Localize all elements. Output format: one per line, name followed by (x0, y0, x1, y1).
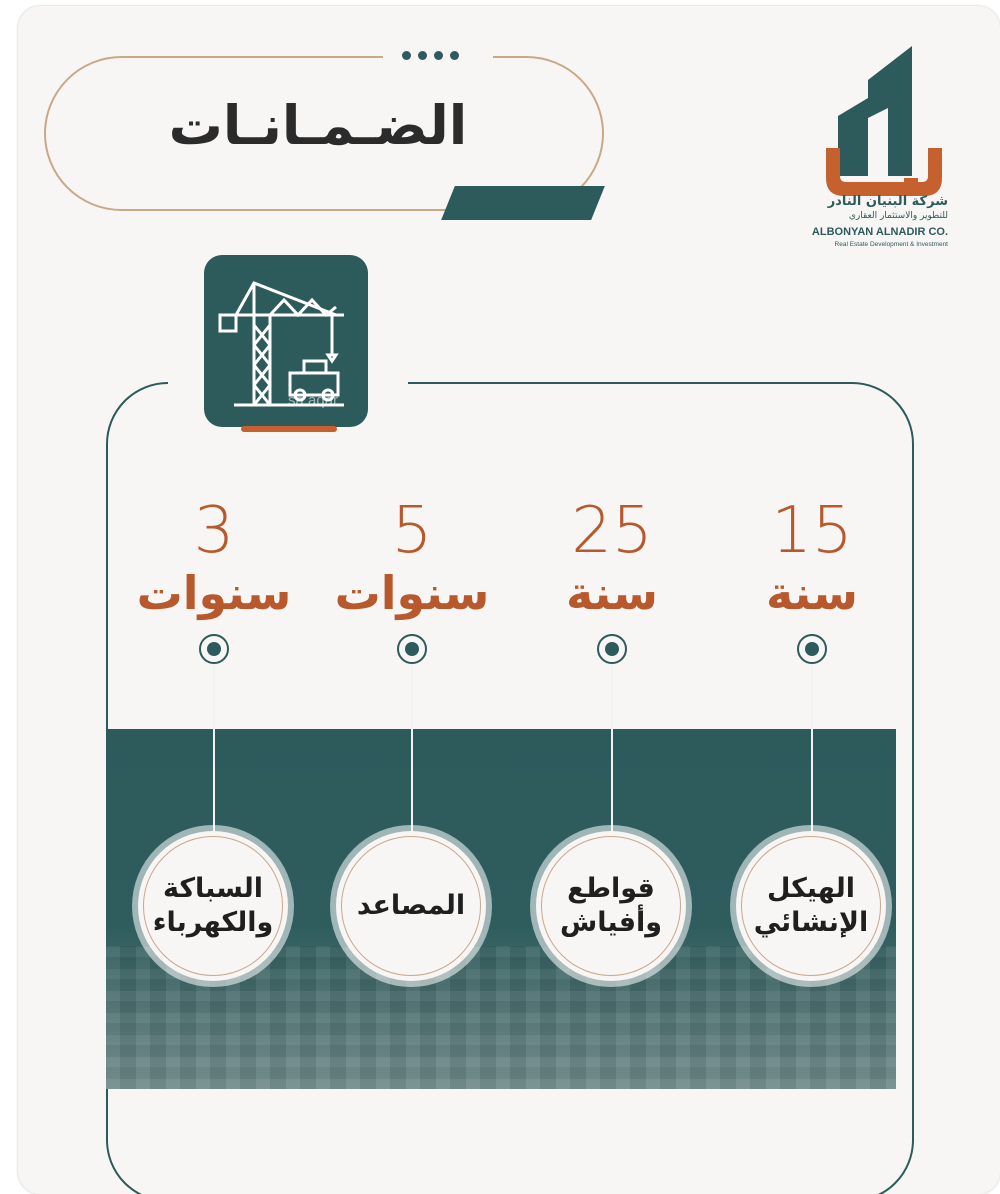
construction-crane-icon (204, 255, 368, 427)
connector-line (811, 664, 813, 836)
label-structure: الهيكل الإنشائي (753, 873, 869, 938)
guarantee-circle-partitions (536, 831, 686, 981)
guarantee-circle-elevators (336, 831, 486, 981)
logo-name-en: ALBONYAN ALNADIR CO. (811, 226, 948, 238)
connector-line (411, 664, 413, 836)
logo-tagline-en: Real Estate Development & Investment (834, 241, 948, 248)
timeline-dot (199, 634, 229, 664)
infographic-card (18, 6, 1000, 1194)
logo-name-ar: شركة البنيان النادر (827, 194, 948, 209)
crane-icon-box (204, 255, 368, 427)
years-elevators: 5 (391, 494, 433, 568)
unit-elevators: سنوات (334, 566, 490, 620)
connector-line (213, 664, 215, 836)
unit-partitions: سنة (566, 566, 658, 620)
timeline-dot (397, 634, 427, 664)
connector-line (611, 664, 613, 836)
title-dots (402, 51, 459, 60)
label-partitions: قواطع وأفياش (559, 873, 663, 938)
guarantee-circle-plumbing (138, 831, 288, 981)
label-elevators: المصاعد (356, 890, 466, 922)
icon-underline (241, 426, 337, 432)
title-accent-bar (441, 186, 605, 220)
years-structure: 15 (771, 494, 853, 568)
years-partitions: 25 (571, 494, 653, 568)
label-plumbing: السباكة والكهرباء (152, 873, 274, 938)
years-plumbing: 3 (193, 494, 235, 568)
unit-plumbing: سنوات (136, 566, 292, 620)
watermark: sa.aqar (288, 392, 339, 409)
page-title: الضـمـانـات (168, 94, 468, 157)
unit-structure: سنة (766, 566, 858, 620)
guarantee-circle-structure (736, 831, 886, 981)
timeline-dot (797, 634, 827, 664)
logo-tagline-ar: للتطوير والاستثمار العقاري (848, 211, 948, 221)
timeline-dot (597, 634, 627, 664)
